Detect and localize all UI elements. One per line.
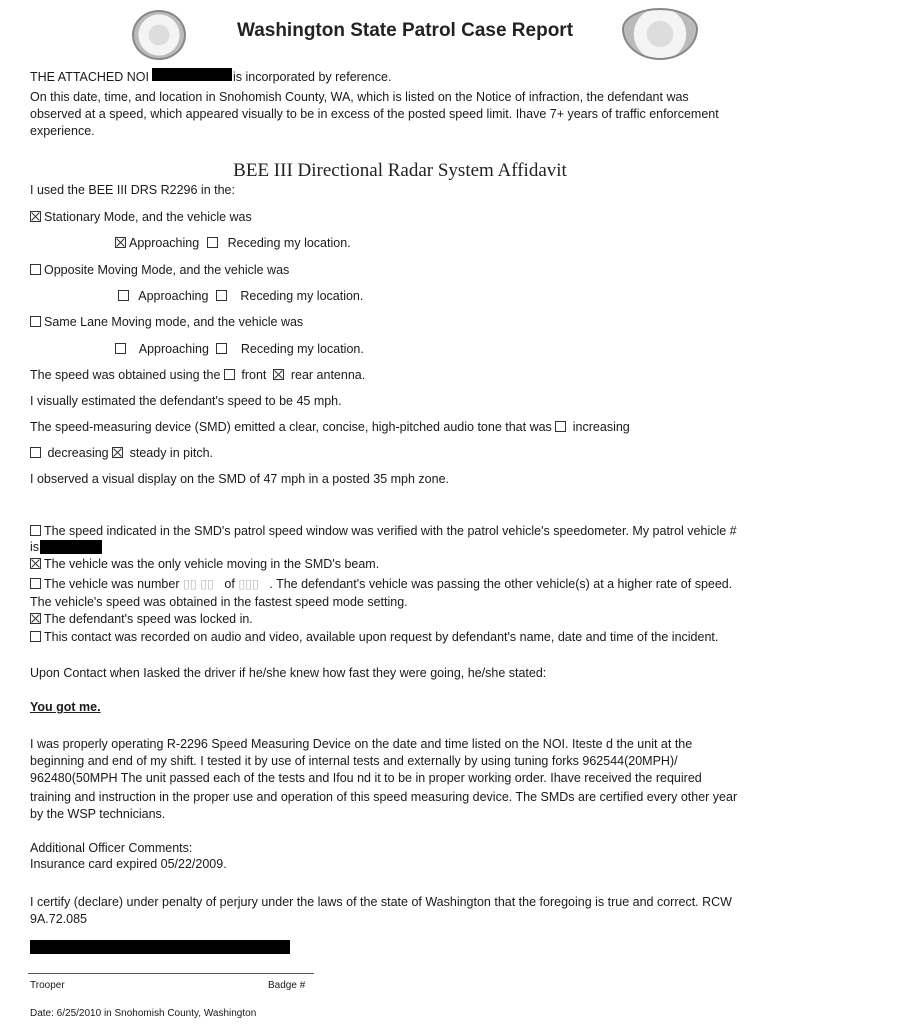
intro-line: On this date, time, and location in Snohomish County, WA, which is listed on the Notice of infraction, the defendant was bbox=[30, 90, 689, 104]
approaching-label: Approaching bbox=[138, 342, 209, 356]
driver-statement: You got me. bbox=[30, 700, 101, 714]
recorded-text: This contact was recorded on audio and video, available upon request by defendant's name, date and time of the incident. bbox=[44, 630, 719, 644]
checkbox-unchecked bbox=[216, 290, 227, 301]
mode-label: Same Lane Moving mode, and the vehicle was bbox=[44, 315, 304, 329]
checkbox-unchecked bbox=[30, 264, 41, 275]
only-vehicle-text: The vehicle was the only vehicle moving in the SMD's beam. bbox=[44, 557, 380, 571]
rear-label: rear antenna. bbox=[290, 368, 366, 382]
steady-label: steady in pitch. bbox=[129, 446, 213, 460]
speedometer-text: The speed indicated in the SMD's patrol speed window was verified with the patrol vehicle's speedometer. My patrol vehicle # bbox=[44, 524, 737, 538]
checkbox-unchecked bbox=[30, 525, 41, 536]
certify-line: 9A.72.085 bbox=[30, 912, 87, 926]
comments-label: Additional Officer Comments: bbox=[30, 841, 193, 855]
checkbox-unchecked bbox=[224, 369, 235, 380]
wsp-seal-logo bbox=[622, 8, 698, 60]
locked-line bbox=[30, 612, 253, 627]
total-field: ▯▯▯ bbox=[238, 577, 259, 591]
checkbox-checked bbox=[112, 447, 123, 458]
device-line: I was properly operating R-2296 Speed Measuring Device on the date and time listed on the NOI. Iteste d the unit at the bbox=[30, 737, 693, 751]
checkbox-unchecked bbox=[115, 343, 126, 354]
contact-question: Upon Contact when Iasked the driver if he/she knew how fast they were going, he/she stated: bbox=[30, 666, 547, 680]
checkbox-unchecked bbox=[30, 447, 41, 458]
mode-stationary bbox=[30, 210, 252, 225]
receding-label: Receding my location. bbox=[240, 289, 364, 303]
device-line: by the WSP technicians. bbox=[30, 807, 166, 821]
mode-same-lane bbox=[30, 315, 303, 330]
intro-line: observed at a speed, which appeared visually to be in excess of the posted speed limit. Ihave 7+ years of traffic enforcement bbox=[30, 107, 719, 121]
front-label: front bbox=[241, 368, 267, 382]
checkbox-checked bbox=[273, 369, 284, 380]
speedometer-line bbox=[30, 524, 737, 539]
locked-text: The defendant's speed was locked in. bbox=[44, 612, 253, 626]
used-device: I used the BEE III DRS R2296 in the: bbox=[30, 183, 235, 197]
increasing-label: increasing bbox=[572, 420, 630, 434]
report-date: Date: 6/25/2010 in Snohomish County, Washington bbox=[30, 1008, 257, 1019]
checkbox-unchecked bbox=[30, 578, 41, 589]
trooper-label: Trooper bbox=[30, 980, 65, 991]
badge-label: Badge # bbox=[268, 980, 306, 991]
approaching-label: Approaching bbox=[138, 289, 209, 303]
signature-line bbox=[28, 973, 314, 974]
number-prefix: The vehicle was number bbox=[44, 577, 180, 591]
redacted-noi-number bbox=[152, 68, 232, 81]
checkbox-checked bbox=[30, 613, 41, 624]
device-line: beginning and end of my shift. I tested it by use of internal tests and externally by using tuning forks 962544(20MPH)/ bbox=[30, 754, 678, 768]
checkbox-unchecked bbox=[207, 237, 218, 248]
mode-label: Stationary Mode, and the vehicle was bbox=[44, 210, 252, 224]
affidavit-title: BEE III Directional Radar System Affidavit bbox=[233, 160, 567, 181]
checkbox-checked bbox=[30, 558, 41, 569]
tone-prefix: The speed-measuring device (SMD) emitted a clear, concise, high-pitched audio tone that was bbox=[30, 420, 552, 434]
noi-line bbox=[30, 70, 149, 85]
receding-label: Receding my location. bbox=[227, 236, 351, 250]
antenna-prefix: The speed was obtained using the bbox=[30, 368, 221, 382]
tone-line-2 bbox=[30, 446, 213, 461]
speed-estimate: I visually estimated the defendant's speed to be 45 mph. bbox=[30, 394, 342, 408]
checkbox-unchecked bbox=[216, 343, 227, 354]
direction-stationary bbox=[115, 236, 351, 251]
checkbox-unchecked bbox=[118, 290, 129, 301]
is-label: is bbox=[30, 540, 40, 554]
vehicle-number-line bbox=[30, 577, 732, 592]
noi-prefix: THE ATTACHED NOI bbox=[30, 70, 149, 84]
antenna-line bbox=[30, 368, 365, 383]
device-line: 962480(50MPH The unit passed each of the tests and Ifou nd it to be in proper working order. Ihave received the required bbox=[30, 771, 702, 785]
direction-same-lane bbox=[115, 342, 364, 357]
decreasing-label: decreasing bbox=[47, 446, 109, 460]
mode-label: Opposite Moving Mode, and the vehicle was bbox=[44, 263, 290, 277]
intro-line: experience. bbox=[30, 124, 95, 138]
checkbox-unchecked bbox=[30, 316, 41, 327]
redacted-signature bbox=[30, 940, 290, 954]
comments-text: Insurance card expired 05/22/2009. bbox=[30, 857, 227, 871]
noi-suffix: is incorporated by reference. bbox=[233, 70, 392, 84]
checkbox-unchecked bbox=[555, 421, 566, 432]
redacted-vehicle-number bbox=[40, 540, 102, 554]
approaching-label: Approaching bbox=[129, 236, 200, 250]
device-line: training and instruction in the proper use and operation of this speed measuring device. The SMDs are certified every other year bbox=[30, 790, 738, 804]
direction-opposite bbox=[118, 289, 363, 304]
number-suffix: . The defendant's vehicle was passing the other vehicle(s) at a higher rate of speed. bbox=[269, 577, 733, 591]
checkbox-checked bbox=[30, 211, 41, 222]
display-reading: I observed a visual display on the SMD of 47 mph in a posted 35 mph zone. bbox=[30, 472, 449, 486]
tone-line bbox=[30, 420, 630, 435]
mode-opposite bbox=[30, 263, 289, 278]
recorded-line bbox=[30, 630, 718, 645]
receding-label: Receding my location. bbox=[240, 342, 364, 356]
checkbox-unchecked bbox=[30, 631, 41, 642]
of-label: of bbox=[224, 577, 235, 591]
fastest-mode: The vehicle's speed was obtained in the fastest speed mode setting. bbox=[30, 595, 408, 609]
checkbox-checked bbox=[115, 237, 126, 248]
certify-line: I certify (declare) under penalty of perjury under the laws of the state of Washington that the foregoing is true and correct. RCW bbox=[30, 895, 732, 909]
page-title: Washington State Patrol Case Report bbox=[236, 20, 574, 41]
number-field: ▯▯ ▯▯ bbox=[182, 577, 214, 591]
only-vehicle-line bbox=[30, 557, 379, 572]
